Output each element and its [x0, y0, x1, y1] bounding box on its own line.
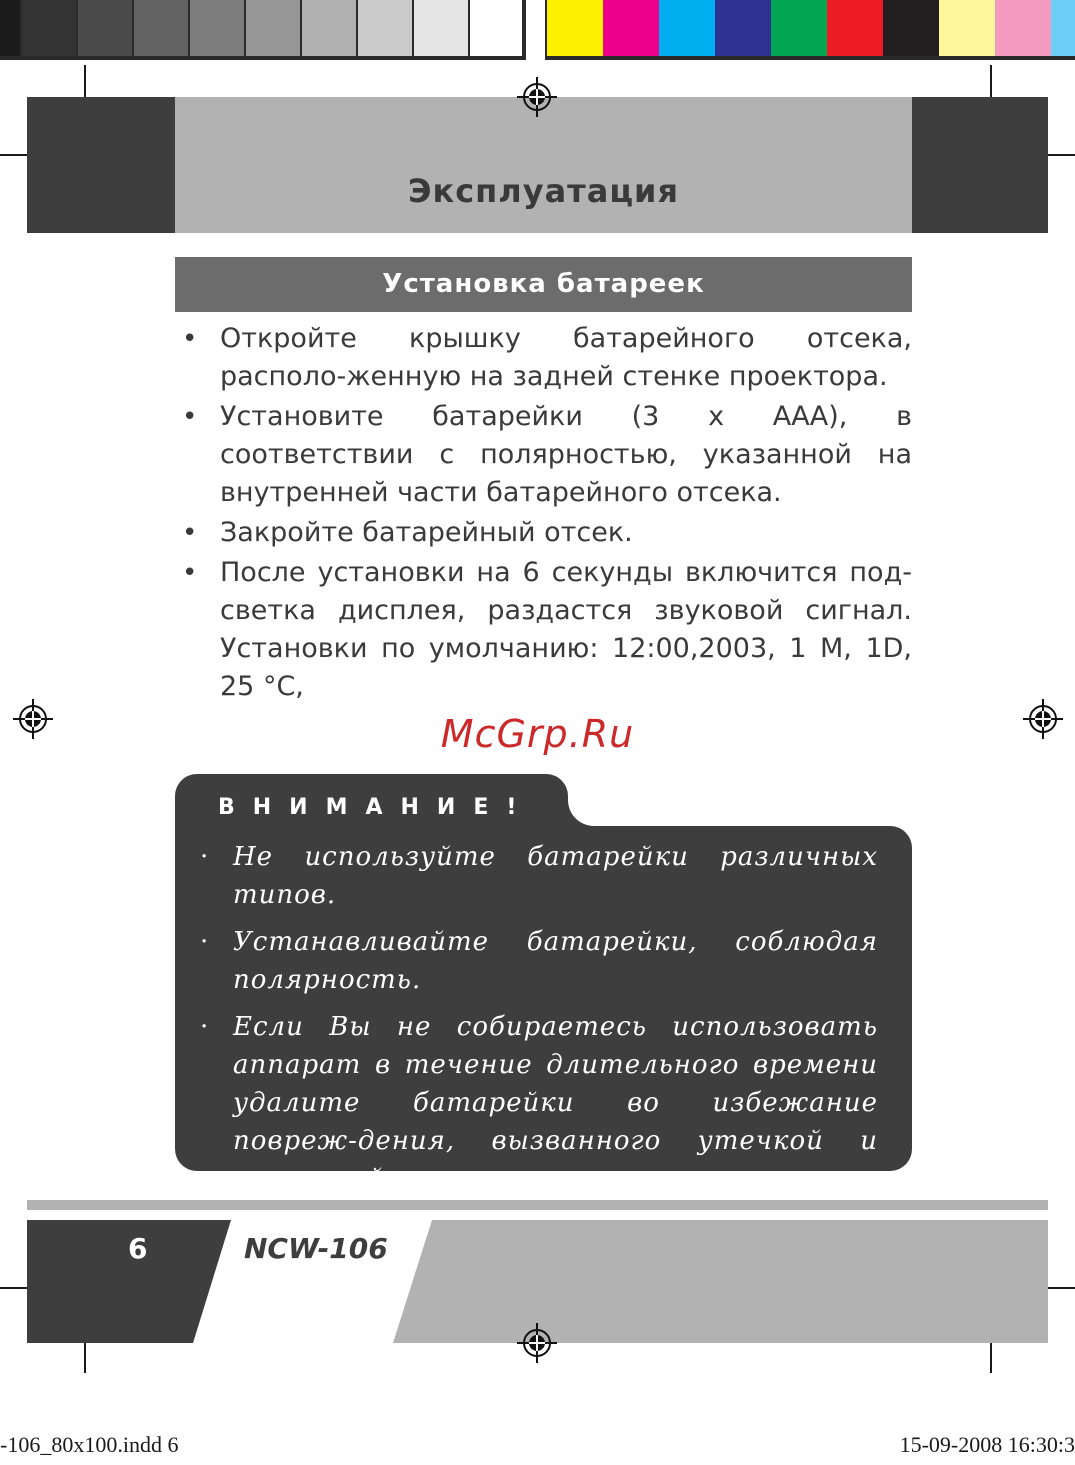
warning-item: · Устанавливайте батарейки, соблюдая полярность. — [200, 923, 878, 999]
registration-mark-icon — [517, 1323, 557, 1363]
list-item: • Закройте батарейный отсек. — [180, 514, 912, 552]
file-slug: -106_80x100.indd 6 — [0, 1432, 179, 1457]
model-name: NCW-106 — [244, 1232, 388, 1265]
list-item: • Откройте крышку батарейного отсека, располо-женную на задней стенке проектора. — [180, 320, 912, 396]
section-title: Установка батареек — [175, 257, 912, 312]
warning-item: · Если Вы не собираетесь использовать аппарат в течение длительного времени удалите батарейки во избежание повреж-дения, вызванного утечкой и коррозией. — [200, 1008, 878, 1198]
watermark: McGrp.Ru — [440, 712, 635, 756]
list-item: • Установите батарейки (3 х ААА), в соответствии с полярностью, указанной на внутренней части батарейного отсека. — [180, 398, 912, 512]
list-item: • После установки на 6 секунды включится под-светка дисплея, раздастся звуковой сигнал. Установки по умолчанию: 12:00,2003, 1 M, 1D, 25 °C, — [180, 554, 912, 706]
page-number: 6 — [128, 1232, 148, 1265]
page-title: Эксплуатация — [408, 172, 679, 210]
warning-title: ВНИМАНИЕ! — [218, 795, 535, 820]
date-slug: 15-09-2008 16:30:3 — [899, 1432, 1075, 1457]
warning-item: · Не используйте батарейки различных типов. — [200, 838, 878, 914]
